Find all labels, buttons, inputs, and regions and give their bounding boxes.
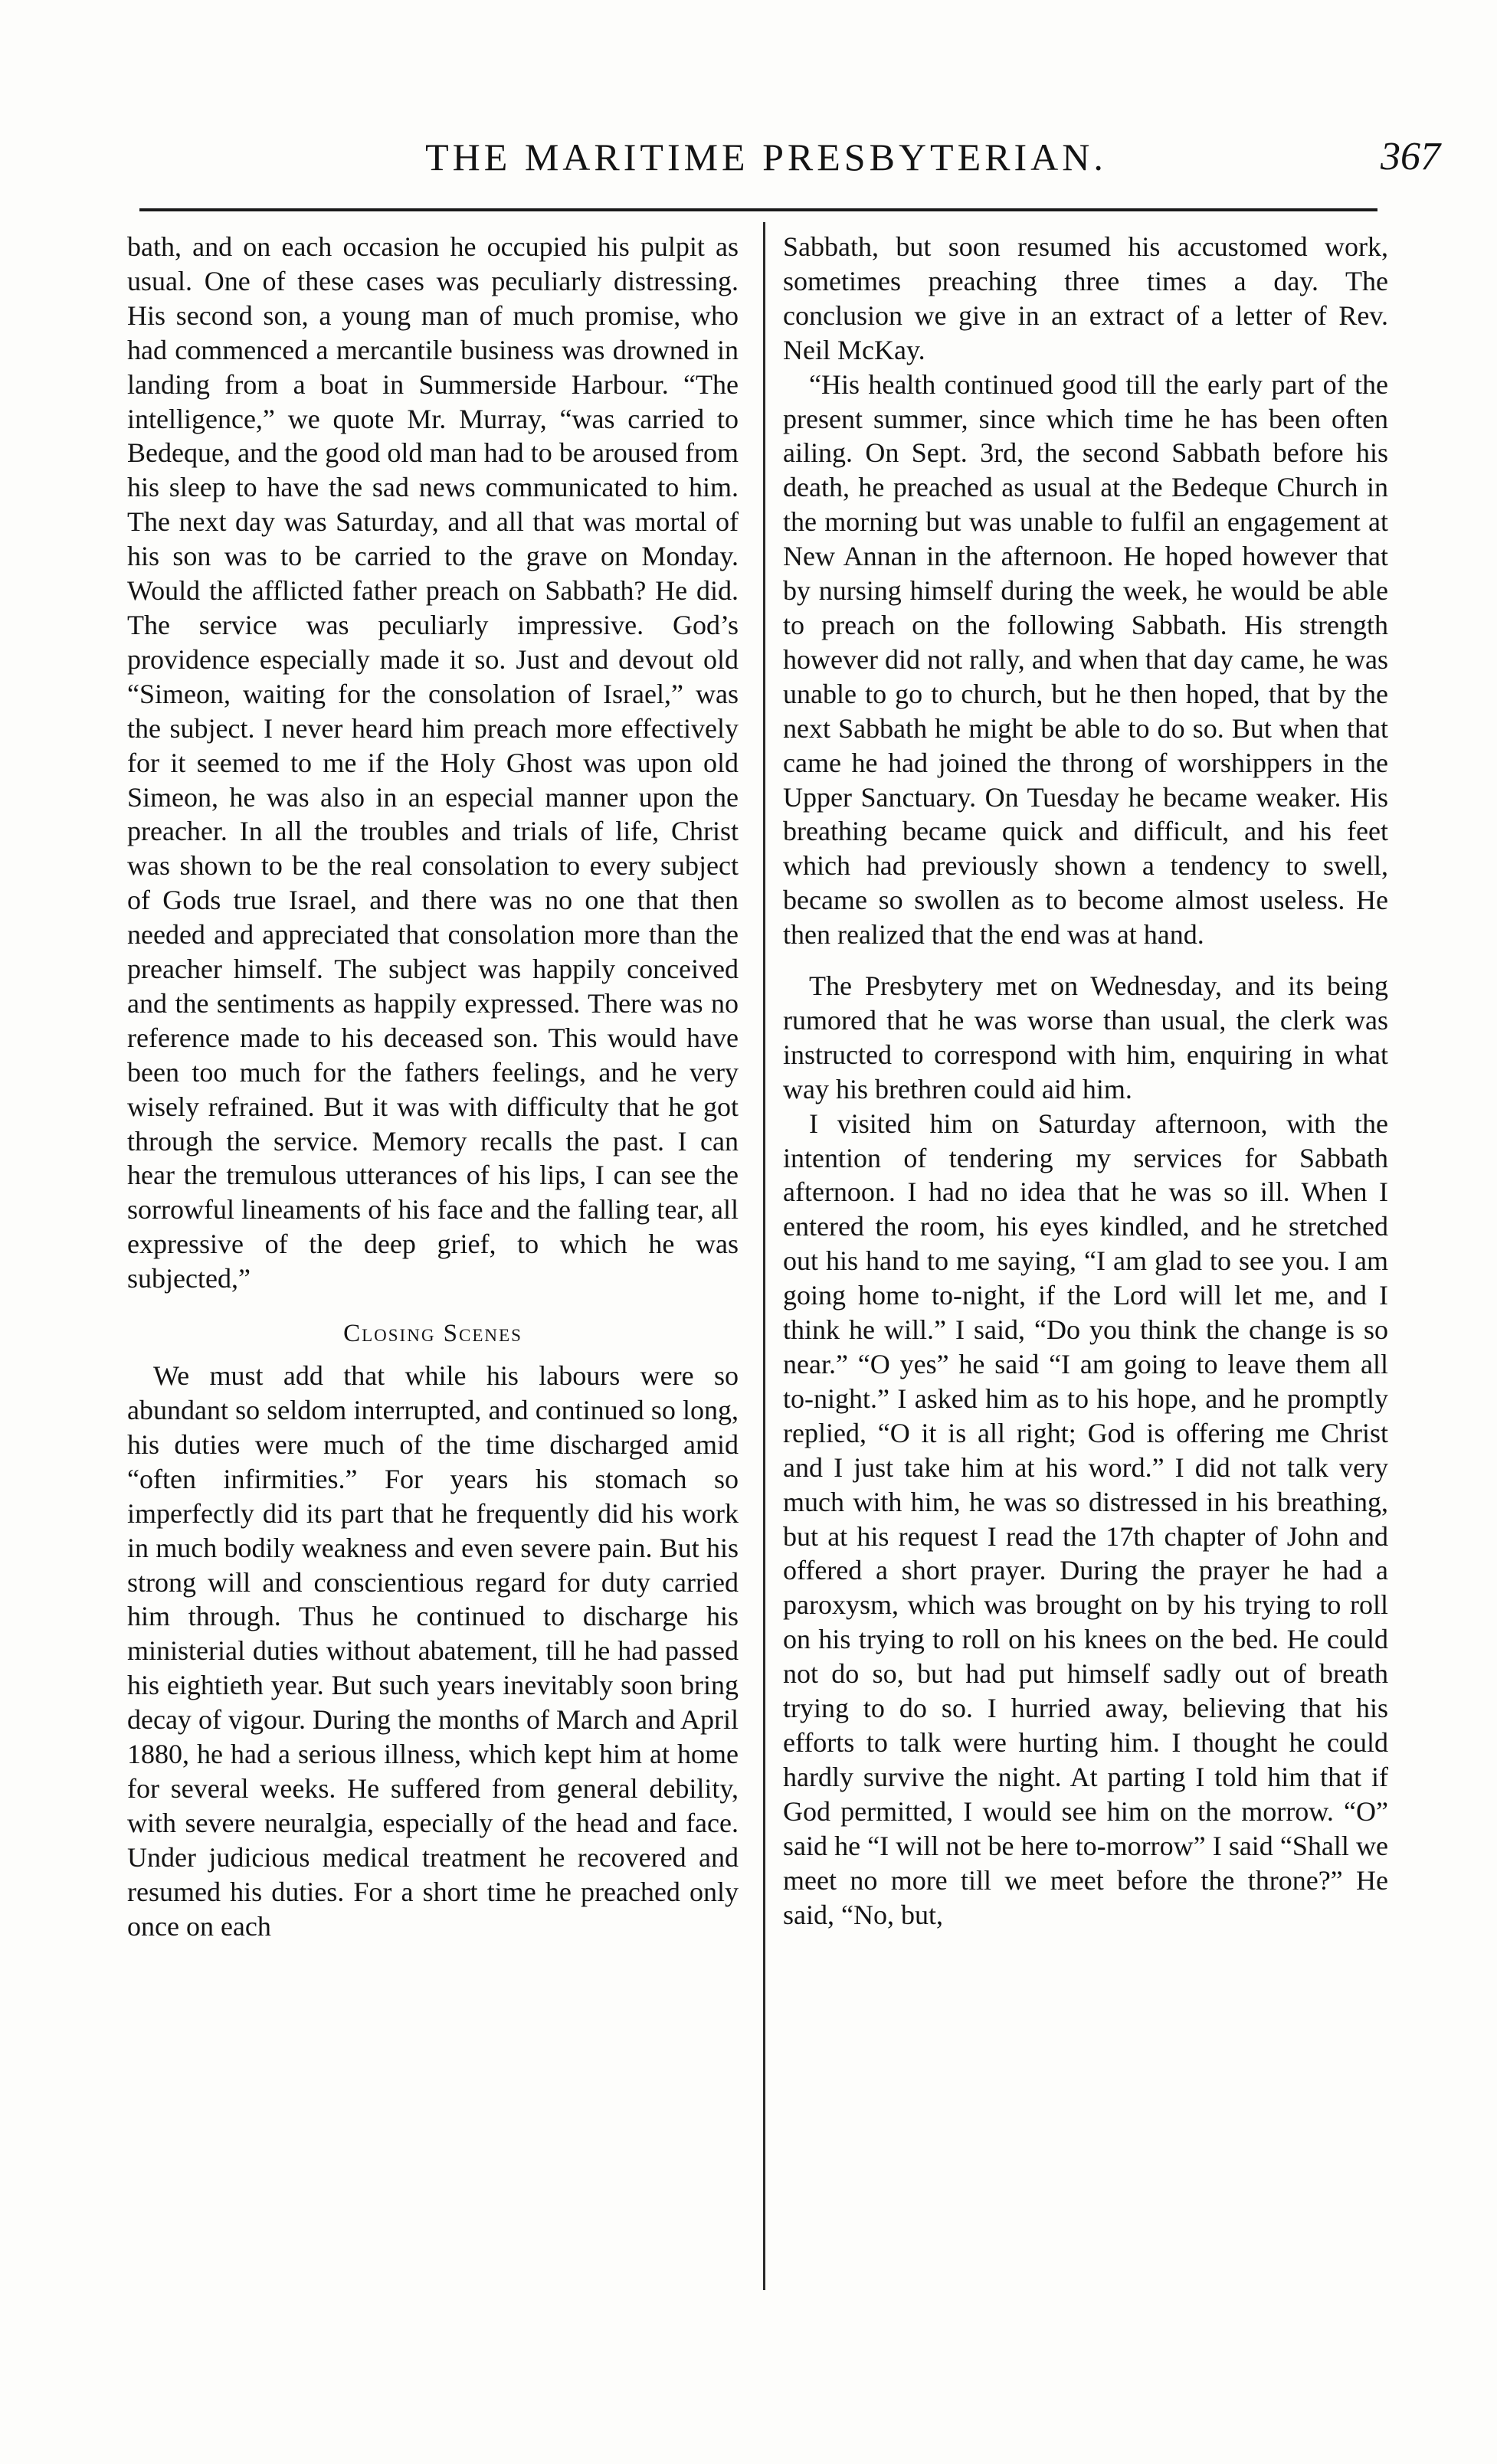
right-column	[783, 230, 1388, 1932]
left-paragraph-1: bath, and on each occasion he occupied his pulpit as usual. One of these cases was peculiarly distressing. His second son, a young man of much promise, who had commenced a mercantile business was drowned in landing from a boat in Summerside Harbour. “The intelligence,” we quote Mr. Murray, “was carried to Bedeque, and the good old man had to be aroused from his sleep to have the sad news communicated to him. The next day was Saturday, and all that was mortal of his son was to be carried to the grave on Monday. Would the afflicted father preach on Sabbath? He did. The service was peculiarly impressive. God’s providence especially made it so. Just and devout old “Simeon, waiting for the consolation of Israel,” was the subject. I never heard him preach more effectively for it seemed to me if the Holy Ghost was upon old Simeon, he was also in an especial manner upon the preacher. In all the troubles and trials of life, Christ was shown to be the real consolation to every subject of Gods true Israel, and there was no one that then needed and appreciated that consolation more than the preacher himself. The subject was happily conceived and the sentiments as happily expressed. There was no reference made to his deceased son. This would have been too much for the fathers feelings, and he very wisely refrained. But it was with difficulty that he got through the service. Memory recalls the past. I can hear the tremulous utterances of his lips, I can see the sorrowful lineaments of his face and the falling tear, all expressive of the deep grief, to which he was subjected,”	[127, 231, 739, 1294]
right-paragraph-2: “His health continued good till the early part of the present summer, since which time he has been often ailing. On Sept. 3rd, the second Sabbath before his death, he preached as usual at the Bedeque Church in the morning but was unable to fulfil an engagement at New Annan in the afternoon. He hoped however that by nursing himself during the week, he would be able to preach on the following Sabbath. His strength however did not rally, and when that day came, he was unable to go to church, but he then hoped, that by the next Sabbath he might be able to do so. But when that came he had joined the throng of worshippers in the Upper Sanctuary. On Tuesday he became weaker. His breathing became quick and difficult, and his feet which had previously shown a tendency to swell, became so swollen as to become almost useless. He then realized that the end was at hand.	[783, 368, 1388, 951]
right-paragraph-3: The Presbytery met on Wednesday, and its being rumored that he was worse than usual, the clerk was instructed to correspond with him, enquiring in what way his brethren could aid him.	[783, 970, 1388, 1104]
section-heading: Closing Scenes	[343, 1320, 522, 1348]
column-divider	[763, 222, 765, 2290]
running-head	[138, 130, 1440, 191]
left-column	[127, 230, 739, 1944]
right-paragraph-4: I visited him on Saturday afternoon, with the intention of tendering my services for Sabbath afternoon. I had no idea that he was so ill. When I entered the room, his eyes kindled, and he stretched out his hand to me saying, “I am glad to see you. I am going home to-night, if the Lord will let me, and I think he will.” I said, “Do you think the change is so near.” “O yes” he said “I am going to leave them all to-night.” I asked him as to his hope, and he promptly replied, “O it is all right; God is offering me Christ and I just take him at his word.” I did not talk very much with him, he was so distressed in his breathing, but at his request I read the 17th chapter of John and offered a short prayer. During the prayer he had a paroxysm, which was brought on by his trying to roll on his trying to roll on his knees on the bed. He could not do so, but had put himself sadly out of breath trying to do so. I hurried away, believing that his efforts to talk were hurting him. I thought he could hardly survive the night. At parting I told him that if God permitted, I would see him on the morrow. “O” said he “I will not be here to-morrow” I said “Shall we meet no more till we meet before the throne?” He said, “No, but,	[783, 1108, 1388, 1930]
left-paragraph-2: We must add that while his labours were so abundant so seldom interrupted, and continued so long, his duties were much of the time discharged amid “often infirmities.” For years his stomach so imperfectly did its part that he frequently did his work in much bodily weakness and even severe pain. But his strong will and conscientious regard for duty carried him through. Thus he continued to discharge his ministerial duties without abatement, till he had passed his eightieth year. But such years inevitably soon bring decay of vigour. During the months of March and April 1880, he had a serious illness, which kept him at home for several weeks. He suffered from general debility, with severe neuralgia, especially of the head and face. Under judicious medical treatment he recovered and resumed his duties. For a short time he preached only once on each	[127, 1360, 739, 1942]
header-rule	[139, 208, 1377, 211]
running-title: THE MARITIME PRESBYTERIAN.	[425, 136, 1107, 178]
right-paragraph-1: Sabbath, but soon resumed his accustomed work, sometimes preaching three times a day. The conclusion we give in an extract of a letter of Rev. Neil McKay.	[783, 231, 1388, 365]
page-number: 367	[1381, 135, 1440, 178]
